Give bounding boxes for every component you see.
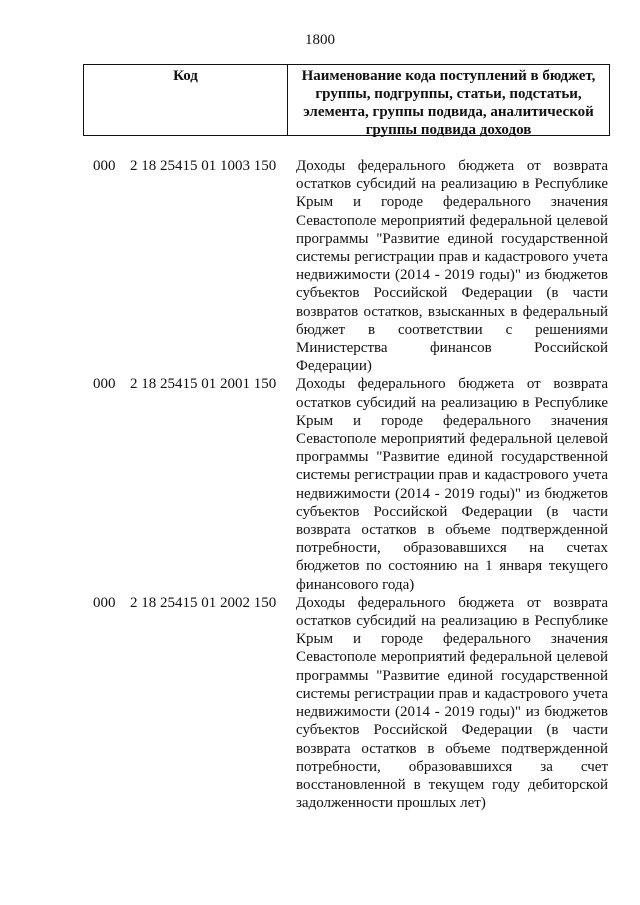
page-number: 1800 bbox=[305, 32, 335, 48]
header-table bbox=[83, 64, 610, 136]
list-item bbox=[93, 157, 608, 375]
header-code-column: Код bbox=[84, 65, 288, 135]
entries-list bbox=[93, 157, 608, 812]
list-item bbox=[93, 594, 608, 812]
header-name-column: Наименование кода поступлений в бюджет, группы, подгруппы, статьи, подстатьи, элемента, группы подвида, аналитической группы подвида доходов bbox=[301, 68, 596, 138]
list-item bbox=[93, 375, 608, 593]
entry-admin-code: 000 bbox=[93, 594, 116, 611]
entry-admin-code: 000 bbox=[93, 376, 116, 393]
entry-description: Доходы федерального бюджета от возврата остатков субсидий на реализацию в Республике Крым и городе федерального значения Севастополе мероприятий федеральной целевой программы "Развитие единой государственной системы регистрации прав и кадастрового учета недвижимости (2014 - 2019 годы)" из бюджетов субъектов Российской Федерации (в части возвратов остатков, взысканных в федеральный бюджет в соответствии с решениями Министерства финансов Российской Федерации) bbox=[296, 158, 608, 375]
entry-revenue-code: 2 18 25415 01 2001 150 bbox=[130, 376, 277, 393]
entry-revenue-code: 2 18 25415 01 1003 150 bbox=[130, 158, 277, 174]
entry-description: Доходы федерального бюджета от возврата остатков субсидий на реализацию в Республике Крым и городе федерального значения Севастополе мероприятий федеральной целевой программы "Развитие единой государственной системы регистрации прав и кадастрового учета недвижимости (2014 - 2019 годы)" из бюджетов субъектов Российской Федерации (в части возврата остатков в объеме подтвержденной потребности, образовавшихся за счет восстановленной в текущем году дебиторской задолженности прошлых лет) bbox=[296, 594, 608, 812]
entry-admin-code: 000 bbox=[93, 158, 116, 174]
entry-description: Доходы федерального бюджета от возврата остатков субсидий на реализацию в Республике Крым и городе федерального значения Севастополе мероприятий федеральной целевой программы "Развитие единой государственной системы регистрации прав и кадастрового учета недвижимости (2014 - 2019 годы)" из бюджетов субъектов Российской Федерации (в части возврата остатков в объеме подтвержденной потребности, образовавшихся на счетах бюджетов по состоянию на 1 января текущего финансового года) bbox=[296, 376, 608, 593]
entry-revenue-code: 2 18 25415 01 2002 150 bbox=[130, 594, 277, 611]
